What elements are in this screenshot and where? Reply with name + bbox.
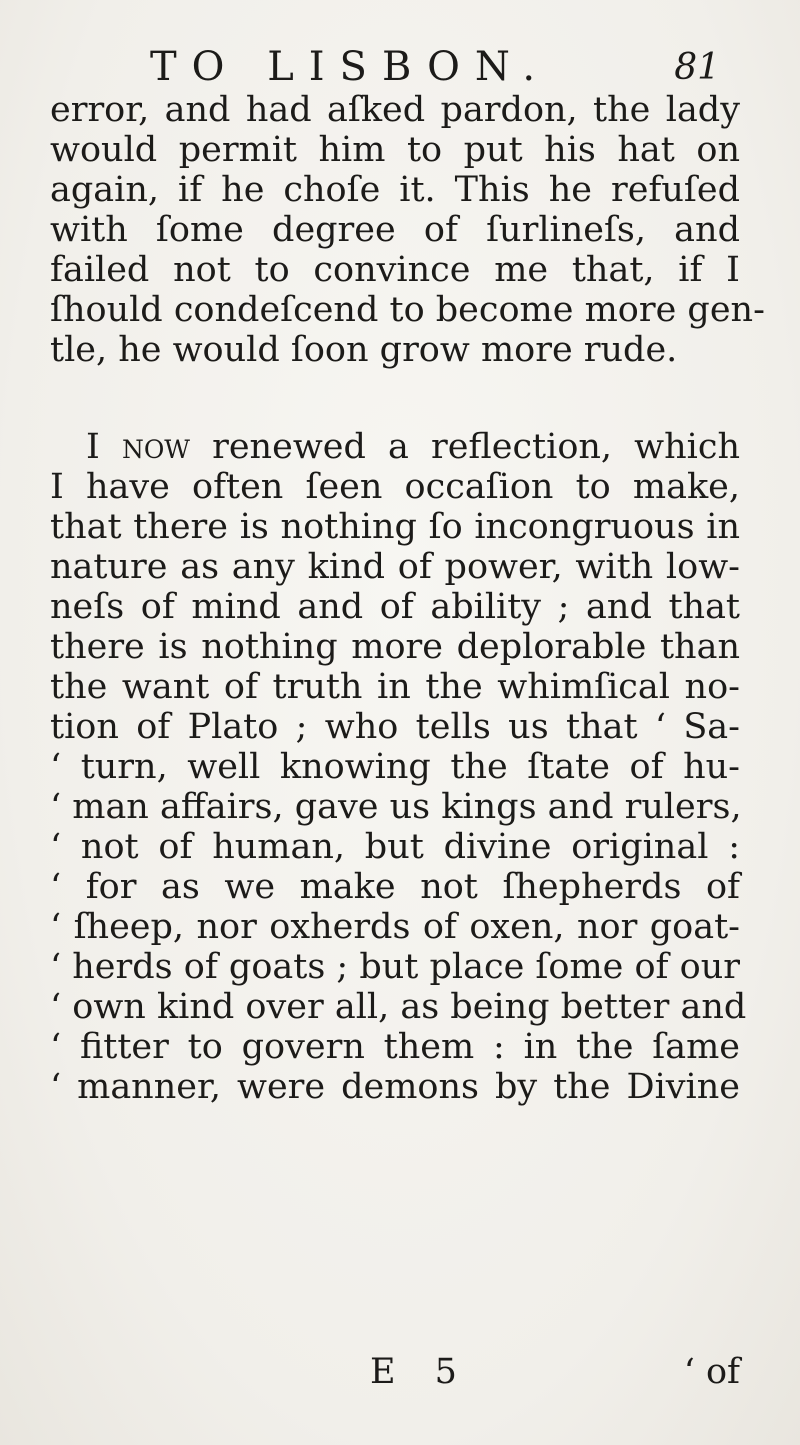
text-line: tion of Plato ; who tells us that ‘ Sa- bbox=[50, 707, 740, 747]
page-footer bbox=[50, 1350, 740, 1398]
text-line: again, if he choſe it. This he refuſed bbox=[50, 170, 740, 210]
text-line: ‘ own kind over all, as being better and bbox=[50, 987, 747, 1027]
text-line: nature as any kind of power, with low- bbox=[50, 547, 740, 587]
text-line: ‘ fitter to govern them : in the ſame bbox=[50, 1027, 740, 1067]
small-caps-word: now bbox=[121, 427, 191, 467]
text-line: ‘ manner, were demons by the Divine bbox=[50, 1067, 740, 1107]
running-title: TO LISBON. bbox=[150, 44, 551, 90]
first-line-rest: renewed a reflection, which bbox=[190, 427, 740, 467]
text-line: ‘ man affairs, gave us kings and rulers, bbox=[50, 787, 742, 827]
text-line: I have often ſeen occaſion to make, bbox=[50, 467, 740, 507]
text-line: there is nothing more deplorable than bbox=[50, 627, 740, 667]
paragraph-1 bbox=[50, 90, 765, 370]
first-word: I bbox=[86, 427, 122, 467]
running-head bbox=[150, 42, 720, 92]
text-line: failed not to convince me that, if I bbox=[50, 250, 740, 290]
paragraph-2 bbox=[50, 427, 747, 1107]
text-line: ‘ ſheep, nor oxherds of oxen, nor goat- bbox=[50, 907, 740, 947]
text-line: with ſome degree of ſurlineſs, and bbox=[50, 210, 740, 250]
signature-mark: E 5 bbox=[370, 1352, 471, 1392]
text-line-first bbox=[50, 427, 740, 467]
text-line: would permit him to put his hat on bbox=[50, 130, 740, 170]
text-line: tle, he would ſoon grow more rude. bbox=[50, 330, 678, 370]
page-number: 81 bbox=[674, 47, 720, 88]
paragraph-gap bbox=[50, 370, 740, 427]
text-line: ‘ not of human, but divine original : bbox=[50, 827, 740, 867]
text-line: that there is nothing ſo incongruous in bbox=[50, 507, 740, 547]
catchword: ‘ of bbox=[683, 1352, 740, 1392]
body-text bbox=[50, 90, 765, 1107]
text-line: error, and had aſked pardon, the lady bbox=[50, 90, 740, 130]
text-line: the want of truth in the whimſical no- bbox=[50, 667, 740, 707]
text-line: ſhould condeſcend to become more gen- bbox=[50, 290, 765, 330]
text-line: neſs of mind and of ability ; and that bbox=[50, 587, 740, 627]
text-line: ‘ for as we make not ſhepherds of bbox=[50, 867, 740, 907]
text-line: ‘ turn, well knowing the ſtate of hu- bbox=[50, 747, 740, 787]
text-line: ‘ herds of goats ; but place ſome of our bbox=[50, 947, 740, 987]
